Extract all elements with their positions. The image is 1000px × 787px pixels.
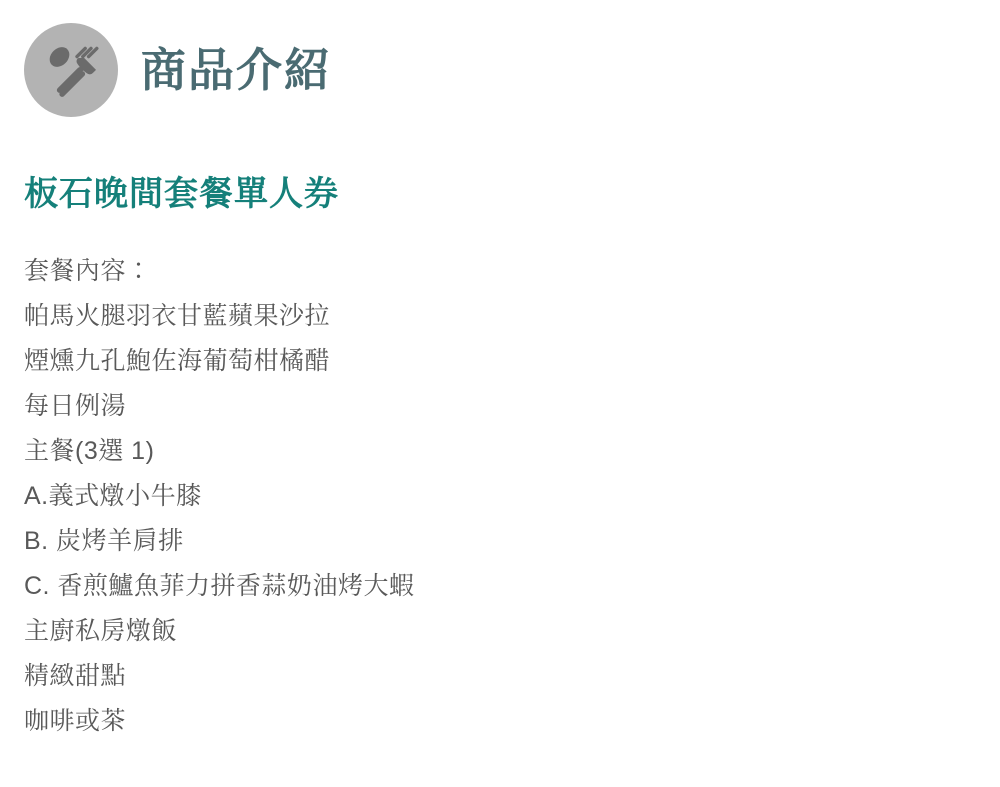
page-title: 商品介紹 — [140, 44, 332, 96]
description-line: 套餐內容： — [24, 256, 152, 285]
description-line: 煙燻九孔鮑佐海葡萄柑橘醋 — [24, 346, 331, 375]
fork-knife-icon — [24, 23, 118, 117]
description-line: 主廚私房燉飯 — [24, 616, 178, 645]
product-description — [24, 249, 976, 744]
description-line: 主餐(3選 1) — [24, 436, 155, 465]
description-line: C. 香煎鱸魚菲力拼香蒜奶油烤大蝦 — [24, 571, 415, 600]
description-line: A.義式燉小牛膝 — [24, 481, 202, 510]
description-line: 咖啡或茶 — [24, 706, 127, 735]
description-line: 帕馬火腿羽衣甘藍蘋果沙拉 — [24, 301, 331, 330]
description-line: 精緻甜點 — [24, 661, 127, 690]
description-line: 每日例湯 — [24, 391, 127, 420]
page-header — [24, 22, 976, 118]
description-line: B. 炭烤羊肩排 — [24, 526, 184, 555]
product-name: 板石晚間套餐單人券 — [24, 175, 339, 213]
